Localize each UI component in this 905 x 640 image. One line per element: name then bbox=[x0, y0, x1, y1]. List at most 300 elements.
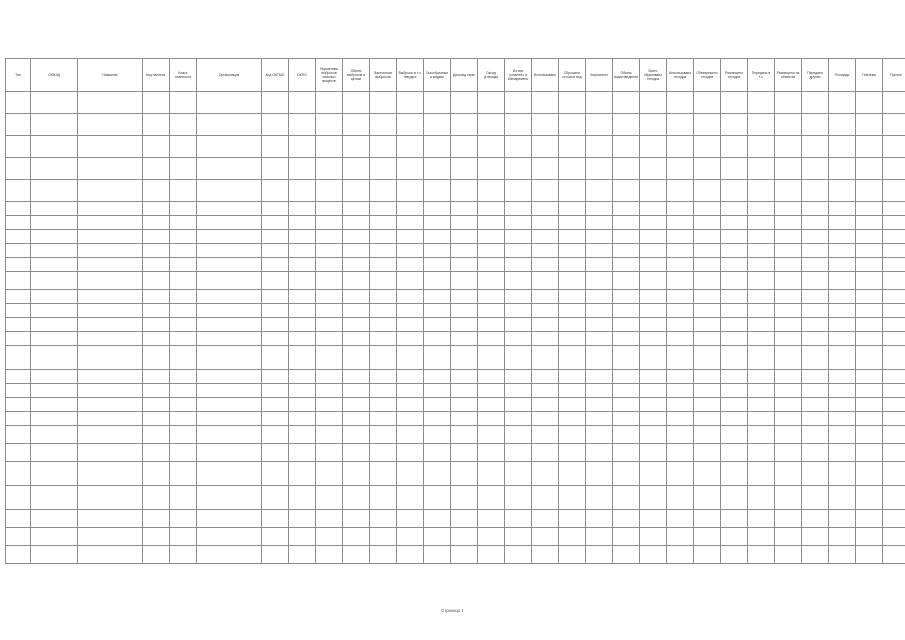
table-cell bbox=[424, 180, 451, 202]
table-cell bbox=[78, 486, 143, 510]
column-header: Всего образовано отходов bbox=[640, 59, 667, 92]
table-cell bbox=[721, 546, 748, 564]
table-cell bbox=[143, 158, 170, 180]
table-cell bbox=[6, 412, 31, 426]
table-cell bbox=[613, 158, 640, 180]
table-cell bbox=[370, 158, 397, 180]
table-cell bbox=[197, 136, 262, 158]
table-cell bbox=[829, 92, 856, 114]
table-cell bbox=[78, 384, 143, 398]
table-cell bbox=[640, 462, 667, 486]
table-cell bbox=[694, 528, 721, 546]
table-cell bbox=[478, 136, 505, 158]
table-cell bbox=[505, 304, 532, 318]
table-cell bbox=[478, 318, 505, 332]
table-cell bbox=[532, 332, 559, 346]
table-cell bbox=[640, 92, 667, 114]
column-header: Загрязнено bbox=[586, 59, 613, 92]
table-cell bbox=[370, 180, 397, 202]
table-cell bbox=[343, 114, 370, 136]
table-cell bbox=[586, 230, 613, 244]
table-cell bbox=[316, 230, 343, 244]
table-cell bbox=[748, 332, 775, 346]
table-cell bbox=[316, 202, 343, 216]
table-cell bbox=[424, 528, 451, 546]
table-cell bbox=[370, 444, 397, 462]
table-row bbox=[6, 318, 905, 332]
table-cell bbox=[262, 510, 289, 528]
table-cell bbox=[451, 546, 478, 564]
table-cell bbox=[613, 462, 640, 486]
table-cell bbox=[883, 304, 905, 318]
column-header: Выбросы в т.ч. твердых bbox=[397, 59, 424, 92]
table-cell bbox=[586, 462, 613, 486]
column-header: Обезврежено отходов bbox=[694, 59, 721, 92]
table-cell bbox=[170, 202, 197, 216]
table-cell bbox=[478, 332, 505, 346]
table-cell bbox=[802, 216, 829, 230]
table-cell bbox=[6, 230, 31, 244]
table-cell bbox=[316, 510, 343, 528]
table-cell bbox=[397, 216, 424, 230]
table-cell bbox=[289, 290, 316, 304]
table-cell bbox=[694, 180, 721, 202]
table-cell bbox=[143, 272, 170, 290]
table-cell bbox=[532, 230, 559, 244]
table-cell bbox=[78, 136, 143, 158]
table-cell bbox=[505, 244, 532, 258]
table-cell bbox=[829, 332, 856, 346]
table-cell bbox=[31, 384, 78, 398]
table-cell bbox=[316, 272, 343, 290]
table-row bbox=[6, 332, 905, 346]
table-cell bbox=[170, 412, 197, 426]
table-cell bbox=[883, 230, 905, 244]
table-cell bbox=[143, 370, 170, 384]
table-cell bbox=[802, 136, 829, 158]
table-cell bbox=[667, 272, 694, 290]
table-cell bbox=[802, 398, 829, 412]
table-cell bbox=[370, 510, 397, 528]
table-cell bbox=[197, 216, 262, 230]
table-cell bbox=[397, 136, 424, 158]
table-cell bbox=[559, 412, 586, 426]
table-cell bbox=[505, 412, 532, 426]
table-cell bbox=[613, 528, 640, 546]
table-row bbox=[6, 486, 905, 510]
table-cell bbox=[197, 486, 262, 510]
table-cell bbox=[829, 444, 856, 462]
table-cell bbox=[397, 114, 424, 136]
table-cell bbox=[451, 180, 478, 202]
table-cell bbox=[667, 304, 694, 318]
table-cell bbox=[170, 136, 197, 158]
table-cell bbox=[559, 230, 586, 244]
table-cell bbox=[586, 304, 613, 318]
table-cell bbox=[721, 216, 748, 230]
table-cell bbox=[613, 114, 640, 136]
table-cell bbox=[829, 258, 856, 272]
column-header: Оксид углерода bbox=[478, 59, 505, 92]
table-cell bbox=[586, 272, 613, 290]
table-cell bbox=[613, 216, 640, 230]
table-cell bbox=[505, 510, 532, 528]
table-cell bbox=[289, 510, 316, 528]
table-cell bbox=[316, 114, 343, 136]
table-cell bbox=[694, 318, 721, 332]
table-row bbox=[6, 412, 905, 426]
column-header: Передано в т.ч. bbox=[748, 59, 775, 92]
table-cell bbox=[640, 332, 667, 346]
table-cell bbox=[370, 412, 397, 426]
table-cell bbox=[505, 272, 532, 290]
table-cell bbox=[343, 426, 370, 444]
table-cell bbox=[343, 258, 370, 272]
table-cell bbox=[883, 528, 905, 546]
table-cell bbox=[451, 346, 478, 370]
table-cell bbox=[667, 332, 694, 346]
table-cell bbox=[31, 398, 78, 412]
table-cell bbox=[197, 244, 262, 258]
table-cell bbox=[143, 426, 170, 444]
table-cell bbox=[6, 398, 31, 412]
table-cell bbox=[6, 426, 31, 444]
table-cell bbox=[748, 258, 775, 272]
table-row bbox=[6, 528, 905, 546]
table-cell bbox=[78, 412, 143, 426]
table-cell bbox=[721, 384, 748, 398]
table-cell bbox=[721, 370, 748, 384]
table-cell bbox=[640, 202, 667, 216]
table-row bbox=[6, 510, 905, 528]
table-cell bbox=[856, 462, 883, 486]
table-cell bbox=[197, 444, 262, 462]
table-cell bbox=[802, 258, 829, 272]
table-cell bbox=[532, 318, 559, 332]
table-cell bbox=[532, 546, 559, 564]
table-cell bbox=[31, 114, 78, 136]
table-cell bbox=[262, 216, 289, 230]
table-cell bbox=[170, 92, 197, 114]
table-cell bbox=[397, 332, 424, 346]
table-cell bbox=[883, 216, 905, 230]
table-cell bbox=[397, 398, 424, 412]
table-cell bbox=[748, 444, 775, 462]
table-cell bbox=[451, 304, 478, 318]
table-cell bbox=[262, 346, 289, 370]
table-cell bbox=[721, 158, 748, 180]
column-header: ОКВЭД bbox=[31, 59, 78, 92]
table-cell bbox=[397, 230, 424, 244]
table-cell bbox=[667, 244, 694, 258]
table-cell bbox=[78, 426, 143, 444]
table-cell bbox=[802, 426, 829, 444]
table-cell bbox=[775, 230, 802, 244]
table-cell bbox=[775, 486, 802, 510]
table-cell bbox=[262, 202, 289, 216]
table-cell bbox=[775, 158, 802, 180]
table-cell bbox=[170, 370, 197, 384]
table-cell bbox=[6, 304, 31, 318]
table-cell bbox=[143, 318, 170, 332]
table-cell bbox=[262, 462, 289, 486]
table-cell bbox=[6, 216, 31, 230]
table-cell bbox=[370, 244, 397, 258]
table-cell bbox=[694, 244, 721, 258]
table-cell bbox=[397, 180, 424, 202]
table-cell bbox=[667, 370, 694, 384]
table-cell bbox=[532, 510, 559, 528]
table-cell bbox=[397, 318, 424, 332]
table-cell bbox=[31, 258, 78, 272]
table-cell bbox=[343, 136, 370, 158]
table-cell bbox=[143, 398, 170, 412]
table-cell bbox=[397, 202, 424, 216]
table-cell bbox=[829, 230, 856, 244]
table-cell bbox=[6, 114, 31, 136]
table-cell bbox=[883, 426, 905, 444]
table-cell bbox=[748, 510, 775, 528]
table-cell bbox=[775, 290, 802, 304]
table-cell bbox=[694, 304, 721, 318]
table-cell bbox=[478, 384, 505, 398]
table-cell bbox=[478, 304, 505, 318]
table-cell bbox=[370, 346, 397, 370]
table-cell bbox=[370, 528, 397, 546]
table-cell bbox=[802, 290, 829, 304]
table-cell bbox=[170, 290, 197, 304]
table-cell bbox=[586, 158, 613, 180]
table-cell bbox=[505, 92, 532, 114]
table-cell bbox=[856, 510, 883, 528]
table-cell bbox=[613, 318, 640, 332]
table-cell bbox=[343, 230, 370, 244]
column-header: Диоксид серы bbox=[451, 59, 478, 92]
table-cell bbox=[802, 546, 829, 564]
table-cell bbox=[559, 332, 586, 346]
table-cell bbox=[6, 202, 31, 216]
table-cell bbox=[775, 202, 802, 216]
table-cell bbox=[613, 258, 640, 272]
table-cell bbox=[856, 180, 883, 202]
table-cell bbox=[586, 398, 613, 412]
table-cell bbox=[613, 332, 640, 346]
table-cell bbox=[721, 510, 748, 528]
table-cell bbox=[883, 546, 905, 564]
table-cell bbox=[829, 546, 856, 564]
table-cell bbox=[829, 244, 856, 258]
table-cell bbox=[829, 370, 856, 384]
table-cell bbox=[721, 426, 748, 444]
table-cell bbox=[197, 332, 262, 346]
column-header: Тип bbox=[6, 59, 31, 92]
table-cell bbox=[343, 462, 370, 486]
table-cell bbox=[478, 546, 505, 564]
table-cell bbox=[197, 510, 262, 528]
table-cell bbox=[451, 258, 478, 272]
table-cell bbox=[775, 92, 802, 114]
table-cell bbox=[78, 304, 143, 318]
table-cell bbox=[78, 398, 143, 412]
table-cell bbox=[505, 398, 532, 412]
table-cell bbox=[197, 158, 262, 180]
table-cell bbox=[370, 546, 397, 564]
table-cell bbox=[559, 346, 586, 370]
table-cell bbox=[829, 510, 856, 528]
table-cell bbox=[424, 398, 451, 412]
table-cell bbox=[883, 510, 905, 528]
table-cell bbox=[6, 384, 31, 398]
table-cell bbox=[505, 290, 532, 304]
table-cell bbox=[613, 136, 640, 158]
table-cell bbox=[802, 202, 829, 216]
table-row bbox=[6, 272, 905, 290]
table-cell bbox=[883, 202, 905, 216]
table-cell bbox=[721, 244, 748, 258]
table-cell bbox=[586, 290, 613, 304]
table-cell bbox=[143, 114, 170, 136]
table-cell bbox=[170, 444, 197, 462]
table-cell bbox=[748, 290, 775, 304]
table-cell bbox=[262, 384, 289, 398]
table-cell bbox=[748, 158, 775, 180]
table-cell bbox=[343, 546, 370, 564]
table-cell bbox=[31, 304, 78, 318]
table-cell bbox=[424, 290, 451, 304]
table-cell bbox=[370, 318, 397, 332]
table-cell bbox=[559, 546, 586, 564]
table-cell bbox=[694, 444, 721, 462]
table-cell bbox=[883, 444, 905, 462]
table-cell bbox=[532, 346, 559, 370]
table-cell bbox=[478, 462, 505, 486]
table-cell bbox=[451, 244, 478, 258]
table-cell bbox=[775, 412, 802, 426]
column-header: Сброшено сточных вод bbox=[559, 59, 586, 92]
table-row bbox=[6, 346, 905, 370]
table-cell bbox=[262, 244, 289, 258]
table-cell bbox=[802, 346, 829, 370]
table-cell bbox=[289, 486, 316, 510]
table-cell bbox=[143, 202, 170, 216]
table-cell bbox=[532, 462, 559, 486]
table-cell bbox=[829, 180, 856, 202]
table-cell bbox=[667, 384, 694, 398]
table-cell bbox=[775, 136, 802, 158]
table-cell bbox=[424, 304, 451, 318]
table-cell bbox=[424, 486, 451, 510]
table-row bbox=[6, 216, 905, 230]
table-cell bbox=[640, 136, 667, 158]
table-cell bbox=[640, 546, 667, 564]
table-cell bbox=[613, 426, 640, 444]
table-cell bbox=[721, 92, 748, 114]
table-cell bbox=[397, 290, 424, 304]
table-cell bbox=[586, 370, 613, 384]
table-cell bbox=[748, 202, 775, 216]
table-row bbox=[6, 114, 905, 136]
table-cell bbox=[613, 202, 640, 216]
table-cell bbox=[370, 486, 397, 510]
table-cell bbox=[78, 290, 143, 304]
table-cell bbox=[694, 290, 721, 304]
table-cell bbox=[316, 158, 343, 180]
table-cell bbox=[640, 510, 667, 528]
table-row bbox=[6, 244, 905, 258]
table-cell bbox=[370, 462, 397, 486]
table-cell bbox=[478, 258, 505, 272]
table-cell bbox=[143, 230, 170, 244]
table-cell bbox=[170, 244, 197, 258]
table-cell bbox=[505, 546, 532, 564]
table-cell bbox=[397, 158, 424, 180]
table-cell bbox=[197, 370, 262, 384]
table-cell bbox=[31, 202, 78, 216]
table-cell bbox=[397, 258, 424, 272]
table-cell bbox=[143, 244, 170, 258]
table-cell bbox=[343, 318, 370, 332]
table-cell bbox=[397, 444, 424, 462]
table-cell bbox=[6, 136, 31, 158]
table-cell bbox=[667, 426, 694, 444]
table-cell bbox=[78, 370, 143, 384]
table-cell bbox=[170, 318, 197, 332]
table-cell bbox=[559, 114, 586, 136]
table-cell bbox=[829, 412, 856, 426]
table-cell bbox=[78, 510, 143, 528]
table-row bbox=[6, 258, 905, 272]
table-cell bbox=[31, 180, 78, 202]
table-cell bbox=[31, 510, 78, 528]
table-cell bbox=[883, 272, 905, 290]
table-cell bbox=[883, 318, 905, 332]
table-cell bbox=[289, 412, 316, 426]
table-cell bbox=[78, 158, 143, 180]
table-cell bbox=[78, 462, 143, 486]
table-cell bbox=[775, 426, 802, 444]
table-cell bbox=[748, 136, 775, 158]
table-cell bbox=[424, 462, 451, 486]
table-cell bbox=[883, 384, 905, 398]
table-cell bbox=[505, 384, 532, 398]
table-cell bbox=[78, 216, 143, 230]
table-cell bbox=[613, 370, 640, 384]
table-cell bbox=[78, 114, 143, 136]
table-cell bbox=[370, 92, 397, 114]
table-cell bbox=[289, 332, 316, 346]
table-cell bbox=[694, 216, 721, 230]
table-cell bbox=[289, 258, 316, 272]
table-cell bbox=[748, 114, 775, 136]
table-cell bbox=[721, 412, 748, 426]
table-cell bbox=[397, 244, 424, 258]
table-cell bbox=[316, 216, 343, 230]
table-cell bbox=[451, 202, 478, 216]
table-cell bbox=[856, 332, 883, 346]
table-cell bbox=[748, 398, 775, 412]
table-cell bbox=[262, 370, 289, 384]
table-cell bbox=[370, 426, 397, 444]
table-cell bbox=[478, 158, 505, 180]
table-cell bbox=[505, 180, 532, 202]
table-cell bbox=[197, 412, 262, 426]
table-cell bbox=[856, 370, 883, 384]
table-cell bbox=[397, 426, 424, 444]
table-cell bbox=[775, 444, 802, 462]
table-cell bbox=[370, 114, 397, 136]
table-cell bbox=[640, 304, 667, 318]
table-cell bbox=[829, 398, 856, 412]
